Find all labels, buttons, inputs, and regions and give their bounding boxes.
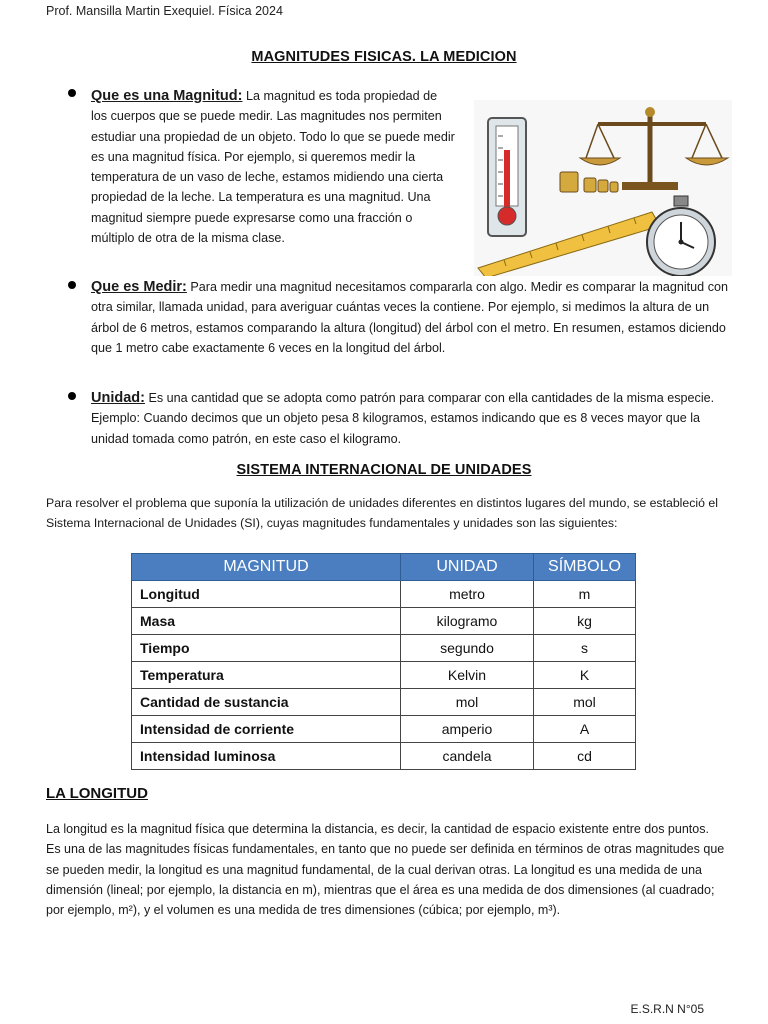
table-cell-unidad: metro: [401, 581, 534, 608]
section-title-longitud: LA LONGITUD: [46, 785, 148, 802]
bullet-magnitud: [91, 86, 456, 248]
thermometer-icon: [488, 118, 526, 236]
bullet-unidad: [91, 388, 731, 449]
bullet-dot: [68, 281, 76, 289]
table-cell-simbolo: kg: [534, 608, 636, 635]
bullet-term: Que es Medir:: [91, 279, 187, 295]
table-cell-unidad: Kelvin: [401, 662, 534, 689]
table-row: [132, 608, 636, 635]
table-cell-unidad: segundo: [401, 635, 534, 662]
bullet-dot: [68, 392, 76, 400]
table-cell-simbolo: m: [534, 581, 636, 608]
table-cell-unidad: mol: [401, 689, 534, 716]
table-row: [132, 662, 636, 689]
bullet-text: Es una cantidad que se adopta como patrón para comparar con ella cantidades de la misma especie. Ejemplo: Cuando decimos que un objeto pesa 8 kilogramos, estamos indicando que es 8 veces mayor que la unidad tomada como patrón, en este caso el kilogramo.: [91, 391, 715, 446]
table-row: [132, 581, 636, 608]
table-row: [132, 716, 636, 743]
page-header: Prof. Mansilla Martin Exequiel. Física 2024: [46, 4, 283, 18]
table-cell-simbolo: s: [534, 635, 636, 662]
table-header-simbolo: SÍMBOLO: [534, 554, 636, 581]
table-row: [132, 635, 636, 662]
section-intro-si: Para resolver el problema que suponía la utilización de unidades diferentes en distintos lugares del mundo, se estableció el Sistema Internacional de Unidades (SI), cuyas magnitudes fundamentales y unidades son las siguientes:: [46, 496, 718, 531]
page-footer: E.S.R.N N°05: [630, 1002, 704, 1016]
page-title: MAGNITUDES FISICAS. LA MEDICION: [251, 49, 517, 65]
si-units-table: [131, 553, 636, 770]
table-cell-magnitud: Intensidad luminosa: [132, 743, 401, 770]
bullet-term: Unidad:: [91, 390, 145, 406]
section-text-longitud: La longitud es la magnitud física que determina la distancia, es decir, la cantidad de espacio existente entre dos puntos. Es una de las magnitudes físicas fundamentales, en tanto que no puede ser definida en términos de otras magnitudes que se pueden medir, la longitud es una magnitud fundamental, de la cual derivan otras. La longitud es una medida de una dimensión (lineal; por ejemplo, la distancia en m), mientras que el área es una medida de dos dimensiones (al cuadrado; por ejemplo, m²), y el volumen es una medida de tres dimensiones (cúbica; por ejemplo, m³).: [46, 822, 725, 918]
bullet-medir: [91, 277, 731, 358]
table-cell-magnitud: Intensidad de corriente: [132, 716, 401, 743]
bullet-term: Que es una Magnitud:: [91, 88, 243, 104]
table-cell-magnitud: Temperatura: [132, 662, 401, 689]
bullet-text: La magnitud es toda propiedad de los cuerpos que se puede medir. Las magnitudes nos permiten estudiar una propiedad de un objeto. Todo lo que se puede medir es una magnitud física. Por ejemplo, si queremos medir la temperatura de un vaso de leche, estamos midiendo una cierta propiedad de la leche. La temperatura es una magnitud. Una magnitud siempre puede expresarse como una fracción o múltiplo de otra de la misma clase.: [91, 89, 455, 246]
measurement-illustration: [474, 100, 732, 276]
table-cell-magnitud: Tiempo: [132, 635, 401, 662]
table-cell-simbolo: A: [534, 716, 636, 743]
table-row: [132, 743, 636, 770]
table-cell-magnitud: Cantidad de sustancia: [132, 689, 401, 716]
table-header-row: [132, 554, 636, 581]
table-cell-unidad: amperio: [401, 716, 534, 743]
table-cell-simbolo: cd: [534, 743, 636, 770]
table-header-magnitud: MAGNITUD: [132, 554, 401, 581]
bullet-dot: [68, 89, 76, 97]
table-cell-unidad: candela: [401, 743, 534, 770]
table-cell-simbolo: mol: [534, 689, 636, 716]
table-row: [132, 689, 636, 716]
table-cell-magnitud: Masa: [132, 608, 401, 635]
table-cell-unidad: kilogramo: [401, 608, 534, 635]
table-cell-simbolo: K: [534, 662, 636, 689]
section-title-si: SISTEMA INTERNACIONAL DE UNIDADES: [236, 462, 532, 478]
table-cell-magnitud: Longitud: [132, 581, 401, 608]
table-header-unidad: UNIDAD: [401, 554, 534, 581]
bullet-text: Para medir una magnitud necesitamos compararla con algo. Medir es comparar la magnitud con otra similar, llamada unidad, para averiguar cuántas veces la contiene. Por ejemplo, si medimos la altura de un árbol de 6 metros, estamos comparando la altura (longitud) del árbol con el metro. En resumen, estamos diciendo que 1 metro cabe exactamente 6 veces en la longitud del árbol.: [91, 280, 728, 355]
